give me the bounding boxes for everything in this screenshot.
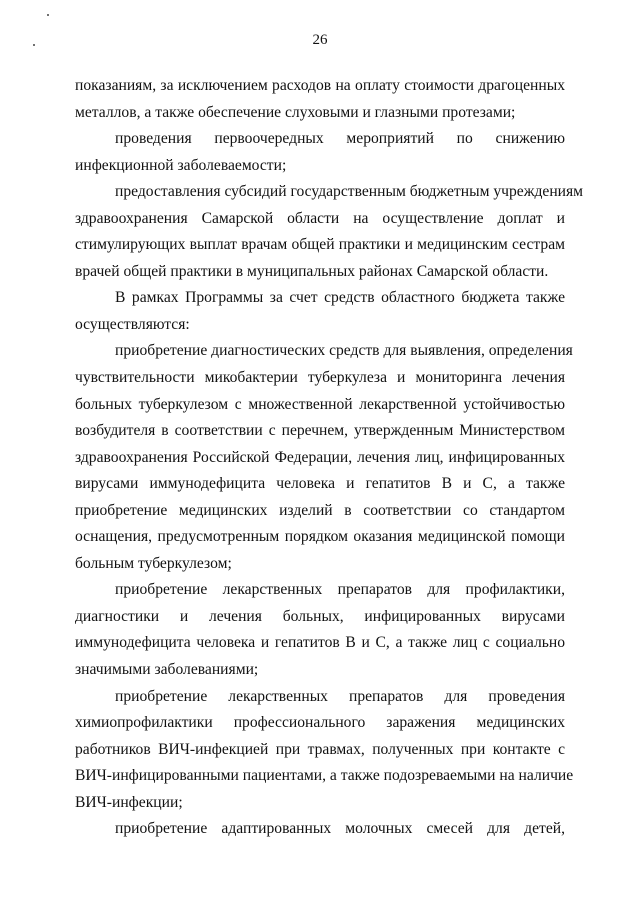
paragraph bbox=[75, 577, 565, 683]
text-line: В рамках Программы за счет средств областного бюджета также bbox=[115, 289, 565, 307]
text-line: значимыми заболеваниями; bbox=[75, 661, 259, 679]
text-line: приобретение лекарственных препаратов для профилактики, bbox=[115, 581, 565, 599]
text-line: приобретение адаптированных молочных смесей для детей, bbox=[115, 820, 565, 838]
text-line: ВИЧ-инфекции; bbox=[75, 793, 183, 811]
paragraph bbox=[75, 338, 573, 577]
text-line: иммунодефицита человека и гепатитов В и С, а также лиц с социально bbox=[75, 634, 565, 652]
paragraph bbox=[75, 816, 565, 843]
text-line: врачей общей практики в муниципальных районах Самарской области. bbox=[75, 262, 549, 280]
text-line: вирусами иммунодефицита человека и гепатитов В и С, а также bbox=[75, 475, 565, 493]
text-line: диагностики и лечения больных, инфицированных вирусами bbox=[75, 607, 565, 625]
text-line: оснащения, предусмотренным порядком оказания медицинской помощи bbox=[75, 528, 565, 546]
text-line: здравоохранения Самарской области на осуществление доплат и bbox=[75, 209, 565, 227]
text-line: химиопрофилактики профессионального заражения медицинских bbox=[75, 714, 565, 732]
text-line: показаниям, за исключением расходов на оплату стоимости драгоценных bbox=[75, 77, 565, 94]
text-line: приобретение лекарственных препаратов для проведения bbox=[115, 687, 565, 705]
paragraph bbox=[75, 179, 584, 285]
text-line: возбудителя в соответствии с перечнем, утвержденным Министерством bbox=[75, 422, 565, 440]
text-line: стимулирующих выплат врачам общей практики и медицинским сестрам bbox=[75, 236, 565, 254]
text-line: осуществляются: bbox=[75, 315, 190, 333]
paragraph bbox=[75, 126, 565, 179]
text-line: предоставления субсидий государственным бюджетным учреждениям bbox=[115, 183, 584, 201]
page-number: 26 bbox=[312, 32, 328, 48]
text-line: здравоохранения Российской Федерации, лечения лиц, инфицированных bbox=[75, 448, 565, 466]
text-line: работников ВИЧ-инфекцией при травмах, полученных при контакте с bbox=[75, 740, 565, 758]
paragraph bbox=[75, 684, 574, 817]
document-body bbox=[75, 73, 584, 843]
text-line: инфекционной заболеваемости; bbox=[75, 156, 287, 174]
scan-speck bbox=[47, 14, 49, 16]
paragraph bbox=[75, 73, 565, 126]
text-line: металлов, а также обеспечение слуховыми и глазными протезами; bbox=[75, 103, 516, 121]
paragraph bbox=[75, 285, 565, 338]
text-line: проведения первоочередных мероприятий по снижению bbox=[115, 130, 565, 148]
text-line: больным туберкулезом; bbox=[75, 554, 232, 572]
text-line: ВИЧ-инфицированными пациентами, а также подозреваемыми на наличие bbox=[75, 767, 574, 785]
text-line: чувствительности микобактерии туберкулеза и мониторинга лечения bbox=[75, 369, 565, 387]
text-line: приобретение медицинских изделий в соответствии со стандартом bbox=[75, 501, 565, 519]
text-line: больных туберкулезом с множественной лекарственной устойчивостью bbox=[75, 395, 565, 413]
text-line: приобретение диагностических средств для выявления, определения bbox=[115, 342, 573, 360]
